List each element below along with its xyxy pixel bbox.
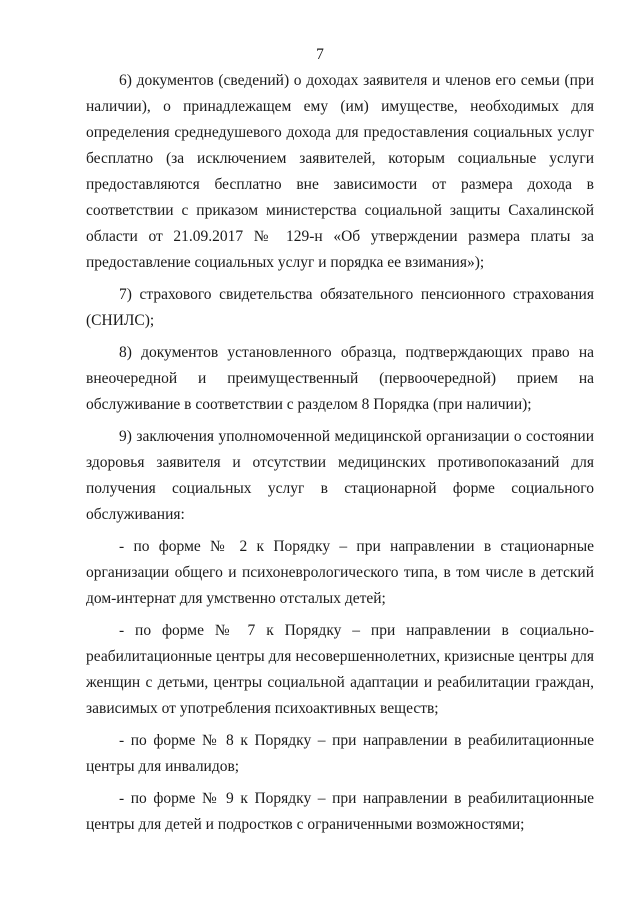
paragraph-item-9: 9) заключения уполномоченной медицинской организации о состоянии здоровья заявителя и отсутствии медицинских противопоказаний для получения социальных услуг в стационарной форме социального обслуживания: [86, 428, 594, 523]
paragraph-item-6: 6) документов (сведений) о доходах заявителя и членов его семьи (при наличии), о принадлежащем ему (им) имуществе, необходимых для определения среднедушевого дохода для предоставления социальных услуг бесплатно (за исключением заявителей, которым социальные услуги предоставляются бесплатно вне зависимости от размера дохода в соответствии с приказом министерства социальной защиты Сахалинской области от 21.09.2017 № 129-н «Об утверждении размера платы за предоставление социальных услуг и порядка ее взимания»); [86, 72, 594, 271]
list-item-form-7: - по форме № 7 к Порядку – при направлении в социально-реабилитационные центры для несовершеннолетних, кризисные центры для женщин с детьми, центры социальной адаптации и реабилитации граждан, зависимых от употребления психоактивных веществ; [86, 622, 594, 717]
page-number: 7 [316, 46, 324, 63]
list-item-form-2: - по форме № 2 к Порядку – при направлении в стационарные организации общего и психоневрологического типа, в том числе в детский дом-интернат для умственно отсталых детей; [86, 538, 594, 607]
list-item-form-8: - по форме № 8 к Порядку – при направлении в реабилитационные центры для инвалидов; [86, 732, 594, 775]
list-item-form-9: - по форме № 9 к Порядку – при направлении в реабилитационные центры для детей и подростков с ограниченными возможностями; [86, 790, 594, 833]
paragraph-item-8: 8) документов установленного образца, подтверждающих право на внеочередной и преимущественный (первоочередной) прием на обслуживание в соответствии с разделом 8 Порядка (при наличии); [86, 344, 594, 413]
document-body [86, 68, 594, 838]
paragraph-item-7: 7) страхового свидетельства обязательного пенсионного страхования (СНИЛС); [86, 286, 594, 329]
